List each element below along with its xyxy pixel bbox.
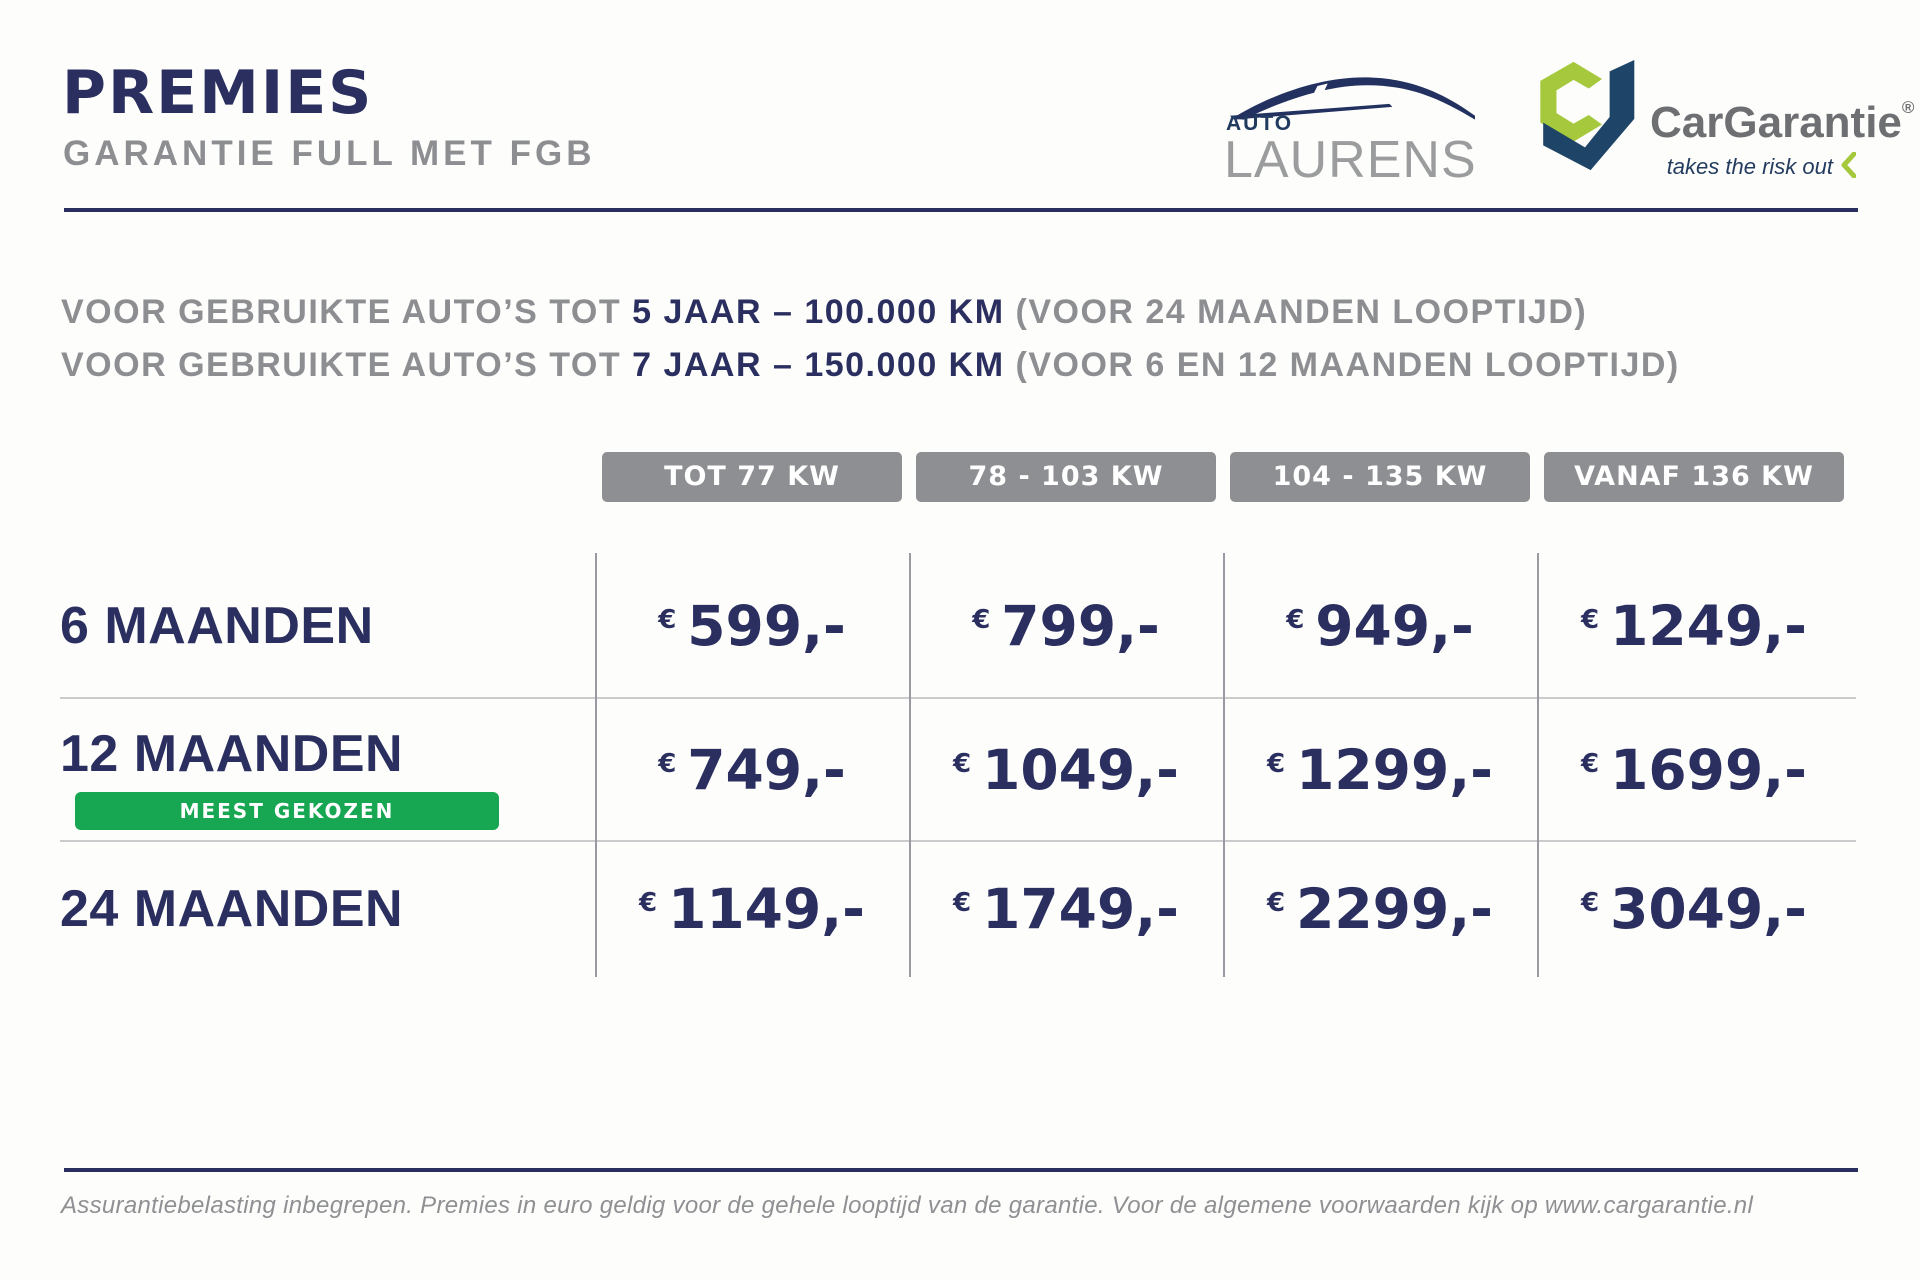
price-cell (595, 738, 909, 802)
price-cell (595, 594, 909, 658)
price-value: 2299,- (1296, 877, 1493, 941)
auto-laurens-name: LAURENS (1224, 131, 1477, 189)
intro-line1-strong: 5 JAAR – 100.000 KM (632, 293, 1005, 331)
price-value: 799,- (1001, 593, 1160, 658)
euro-sign: € (1581, 748, 1600, 779)
footer-note: Assurantiebelasting inbegrepen. Premies in euro geldig voor de gehele looptijd van de garantie. Voor de algemene voorwaarden kijk op www.cargarantie.nl (61, 1192, 1754, 1219)
price-value: 949,- (1315, 593, 1474, 658)
row-label: 6 MAANDEN (60, 596, 374, 655)
registered-mark: ® (1901, 98, 1915, 117)
euro-sign: € (639, 888, 658, 918)
cargarantie-hex-icon (1528, 58, 1640, 174)
column-header-78-103-kw: 78 - 103 KW (916, 452, 1216, 502)
euro-sign: € (658, 748, 677, 779)
price-cell (909, 738, 1223, 802)
price-value: 599,- (687, 593, 846, 658)
price-value: 1749,- (982, 877, 1179, 941)
table-row-24-maanden (60, 841, 1871, 977)
row-label: 24 MAANDEN (60, 880, 404, 938)
intro-line2-strong: 7 JAAR – 150.000 KM (632, 346, 1005, 384)
tagline-text: takes the risk out (1666, 154, 1833, 179)
price-cell (1223, 594, 1537, 658)
auto-laurens-logo (1224, 68, 1477, 189)
euro-sign: € (1581, 888, 1600, 918)
row-label-text: 12 MAANDEN (60, 724, 404, 783)
price-cell (1537, 877, 1851, 941)
price-cell (1223, 738, 1537, 802)
column-divider (1223, 553, 1225, 977)
price-cell (595, 877, 909, 941)
price-value: 3049,- (1610, 877, 1807, 941)
table-row-12-maanden (60, 698, 1871, 841)
column-divider (595, 553, 597, 977)
column-header-vanaf-136-kw: VANAF 136 KW (1544, 452, 1844, 502)
intro-line-2 (61, 339, 1680, 392)
euro-sign: € (1267, 748, 1286, 779)
intro-line1-post: (VOOR 24 MAANDEN LOOPTIJD) (1004, 293, 1588, 331)
price-cell (909, 594, 1223, 658)
intro-line-1 (61, 286, 1680, 339)
price-cell (1223, 877, 1537, 941)
euro-sign: € (1581, 604, 1600, 635)
euro-sign: € (1286, 604, 1305, 635)
row-label (60, 710, 595, 830)
page-title: PREMIES (62, 58, 374, 128)
price-value: 1049,- (982, 737, 1179, 802)
cargarantie-logo (1528, 56, 1915, 186)
price-value: 749,- (687, 737, 846, 802)
cargarantie-wordmark: CarGarantie (1650, 98, 1902, 147)
column-header-row (60, 452, 1871, 502)
euro-sign: € (658, 604, 677, 635)
price-cell (1537, 738, 1851, 802)
price-value: 1699,- (1610, 737, 1807, 802)
price-value: 1299,- (1296, 737, 1493, 802)
euro-sign: € (1267, 888, 1286, 918)
euro-sign: € (972, 604, 991, 635)
euro-sign: € (953, 888, 972, 918)
most-chosen-badge: MEEST GEKOZEN (75, 792, 499, 830)
cargarantie-tagline (1667, 152, 1856, 180)
bottom-divider (64, 1168, 1858, 1172)
cargarantie-name (1650, 98, 1914, 148)
euro-sign: € (953, 748, 972, 779)
price-value: 1249,- (1610, 593, 1807, 658)
chevron-left-icon (1841, 152, 1856, 178)
auto-laurens-auto-text: AUTO (1226, 112, 1294, 135)
column-divider (909, 553, 911, 977)
intro-line1-pre: VOOR GEBRUIKTE AUTO’S TOT (61, 293, 633, 331)
intro-line2-pre: VOOR GEBRUIKTE AUTO’S TOT (61, 346, 633, 384)
top-divider (64, 208, 1858, 212)
column-header-104-135-kw: 104 - 135 KW (1230, 452, 1530, 502)
column-header-tot-77-kw: TOT 77 KW (602, 452, 902, 502)
column-divider (1537, 553, 1539, 977)
page-subtitle: GARANTIE FULL MET FGB (63, 134, 596, 173)
price-value: 1149,- (668, 877, 865, 941)
intro-line2-post: (VOOR 6 EN 12 MAANDEN LOOPTIJD) (1004, 346, 1680, 384)
intro-text (61, 286, 1680, 392)
table-row-6-maanden (60, 553, 1871, 698)
price-cell (909, 877, 1223, 941)
price-cell (1537, 594, 1851, 658)
